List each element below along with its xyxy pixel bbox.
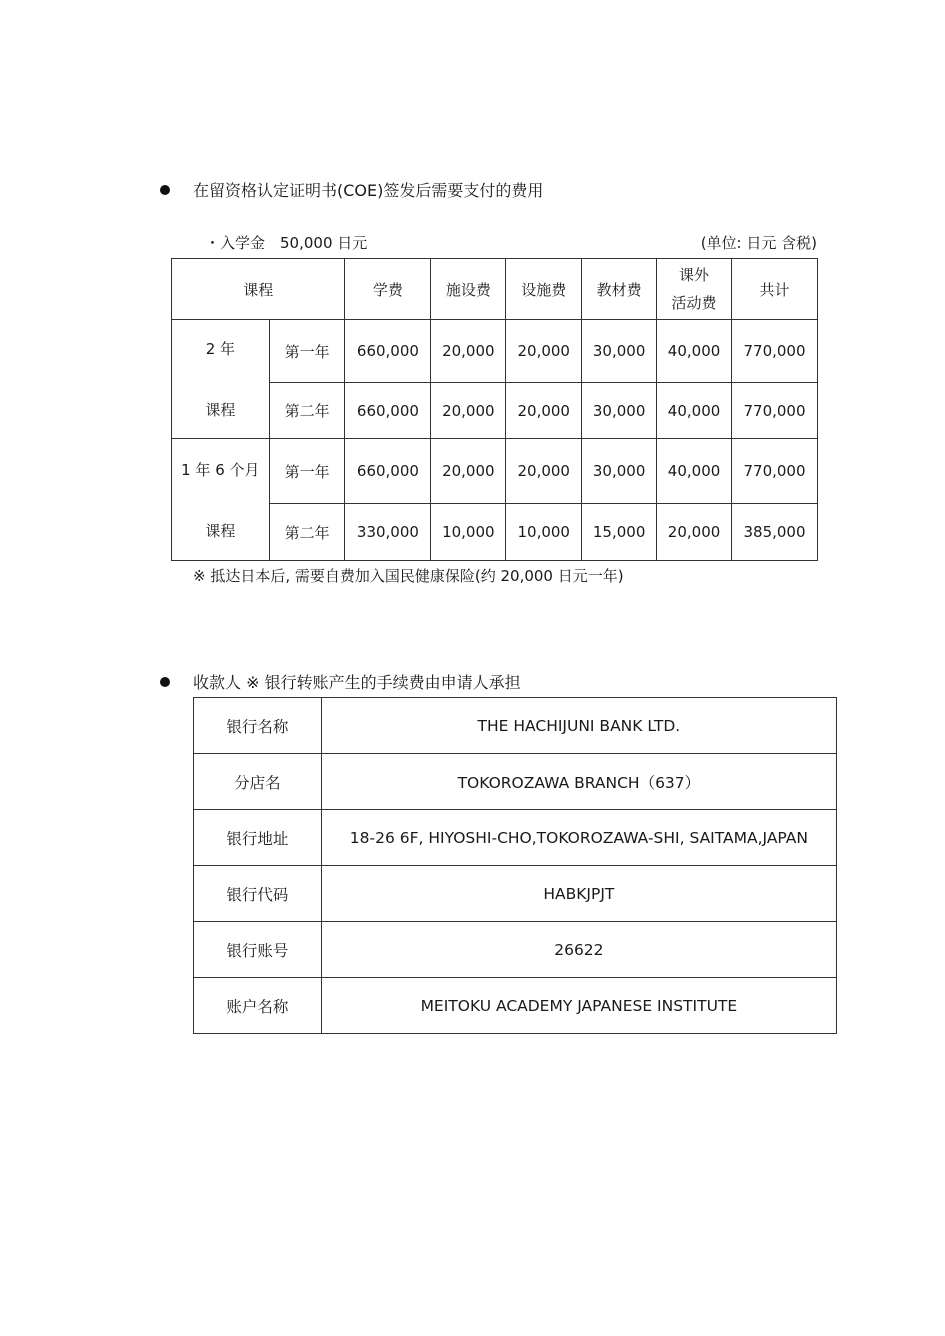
year-label: 第二年 — [269, 383, 345, 439]
tuition-cell: 330,000 — [345, 504, 431, 561]
total-cell: 770,000 — [732, 320, 818, 383]
bank-field-value: 26622 — [321, 922, 836, 978]
header-materials: 教材费 — [582, 259, 657, 320]
header-total: 共计 — [732, 259, 818, 320]
materials-cell: 30,000 — [582, 439, 657, 504]
extra-cell: 40,000 — [657, 439, 732, 504]
bank-field-value: HABKJPJT — [321, 866, 836, 922]
year-label: 第一年 — [269, 439, 345, 504]
facility-cell: 20,000 — [431, 320, 506, 383]
total-cell: 770,000 — [732, 383, 818, 439]
total-cell: 770,000 — [732, 439, 818, 504]
tuition-cell: 660,000 — [345, 320, 431, 383]
bank-row — [194, 866, 837, 922]
bank-field-label: 账户名称 — [194, 978, 322, 1034]
bank-field-label: 分店名 — [194, 754, 322, 810]
header-course: 课程 — [172, 259, 345, 320]
table-row — [172, 439, 818, 504]
equipment-cell: 20,000 — [506, 320, 582, 383]
course-name-line2: 课程 — [205, 521, 236, 540]
materials-cell: 30,000 — [582, 320, 657, 383]
facility-cell: 20,000 — [431, 439, 506, 504]
extra-cell: 40,000 — [657, 320, 732, 383]
bullet-icon — [160, 677, 170, 687]
bank-field-value: MEITOKU ACADEMY JAPANESE INSTITUTE — [321, 978, 836, 1034]
admission-fee: ・入学金 50,000 日元 — [205, 234, 368, 252]
course-name-line1: 2 年 — [205, 340, 235, 358]
fee-table-header — [172, 259, 818, 320]
payee-section-title: 收款人 ※ 银行转账产生的手续费由申请人承担 — [193, 673, 521, 692]
materials-cell: 15,000 — [582, 504, 657, 561]
extra-cell: 20,000 — [657, 504, 732, 561]
bank-row — [194, 698, 837, 754]
facility-cell: 10,000 — [431, 504, 506, 561]
header-extra-line2: 活动费 — [671, 294, 717, 312]
payee-section-heading — [160, 670, 521, 693]
header-extra-activities — [657, 259, 732, 320]
bank-field-label: 银行代码 — [194, 866, 322, 922]
fees-section-title: 在留资格认定证明书(COE)签发后需要支付的费用 — [193, 181, 544, 200]
unit-note: (单位: 日元 含税) — [700, 234, 817, 252]
course-name-2year — [172, 320, 270, 439]
course-name-18month — [172, 439, 270, 561]
bank-field-value: TOKOROZAWA BRANCH（637） — [321, 754, 836, 810]
materials-cell: 30,000 — [582, 383, 657, 439]
insurance-note: ※ 抵达日本后, 需要自费加入国民健康保险(约 20,000 日元一年) — [193, 567, 624, 585]
bullet-icon — [160, 185, 170, 195]
equipment-cell: 20,000 — [506, 383, 582, 439]
extra-cell: 40,000 — [657, 383, 732, 439]
course-name-line2: 课程 — [205, 401, 236, 419]
equipment-cell: 10,000 — [506, 504, 582, 561]
tuition-cell: 660,000 — [345, 383, 431, 439]
year-label: 第一年 — [269, 320, 345, 383]
header-facility: 施设费 — [431, 259, 506, 320]
bank-row — [194, 810, 837, 866]
header-tuition: 学费 — [345, 259, 431, 320]
header-equipment: 设施费 — [506, 259, 582, 320]
header-extra-line1: 课外 — [679, 266, 710, 284]
equipment-cell: 20,000 — [506, 439, 582, 504]
course-name-line1: 1 年 6 个月 — [181, 460, 260, 479]
bank-row — [194, 978, 837, 1034]
bank-row — [194, 754, 837, 810]
fees-section-heading — [160, 178, 543, 201]
bank-field-value: 18-26 6F, HIYOSHI-CHO,TOKOROZAWA-SHI, SAITAMA,JAPAN — [321, 810, 836, 866]
fee-caption — [205, 232, 817, 253]
table-row — [172, 320, 818, 383]
bank-field-value: THE HACHIJUNI BANK LTD. — [321, 698, 836, 754]
facility-cell: 20,000 — [431, 383, 506, 439]
bank-row — [194, 922, 837, 978]
total-cell: 385,000 — [732, 504, 818, 561]
bank-field-label: 银行名称 — [194, 698, 322, 754]
year-label: 第二年 — [269, 504, 345, 561]
bank-table — [193, 697, 837, 1034]
bank-field-label: 银行地址 — [194, 810, 322, 866]
tuition-cell: 660,000 — [345, 439, 431, 504]
fee-table — [171, 258, 818, 561]
bank-field-label: 银行账号 — [194, 922, 322, 978]
